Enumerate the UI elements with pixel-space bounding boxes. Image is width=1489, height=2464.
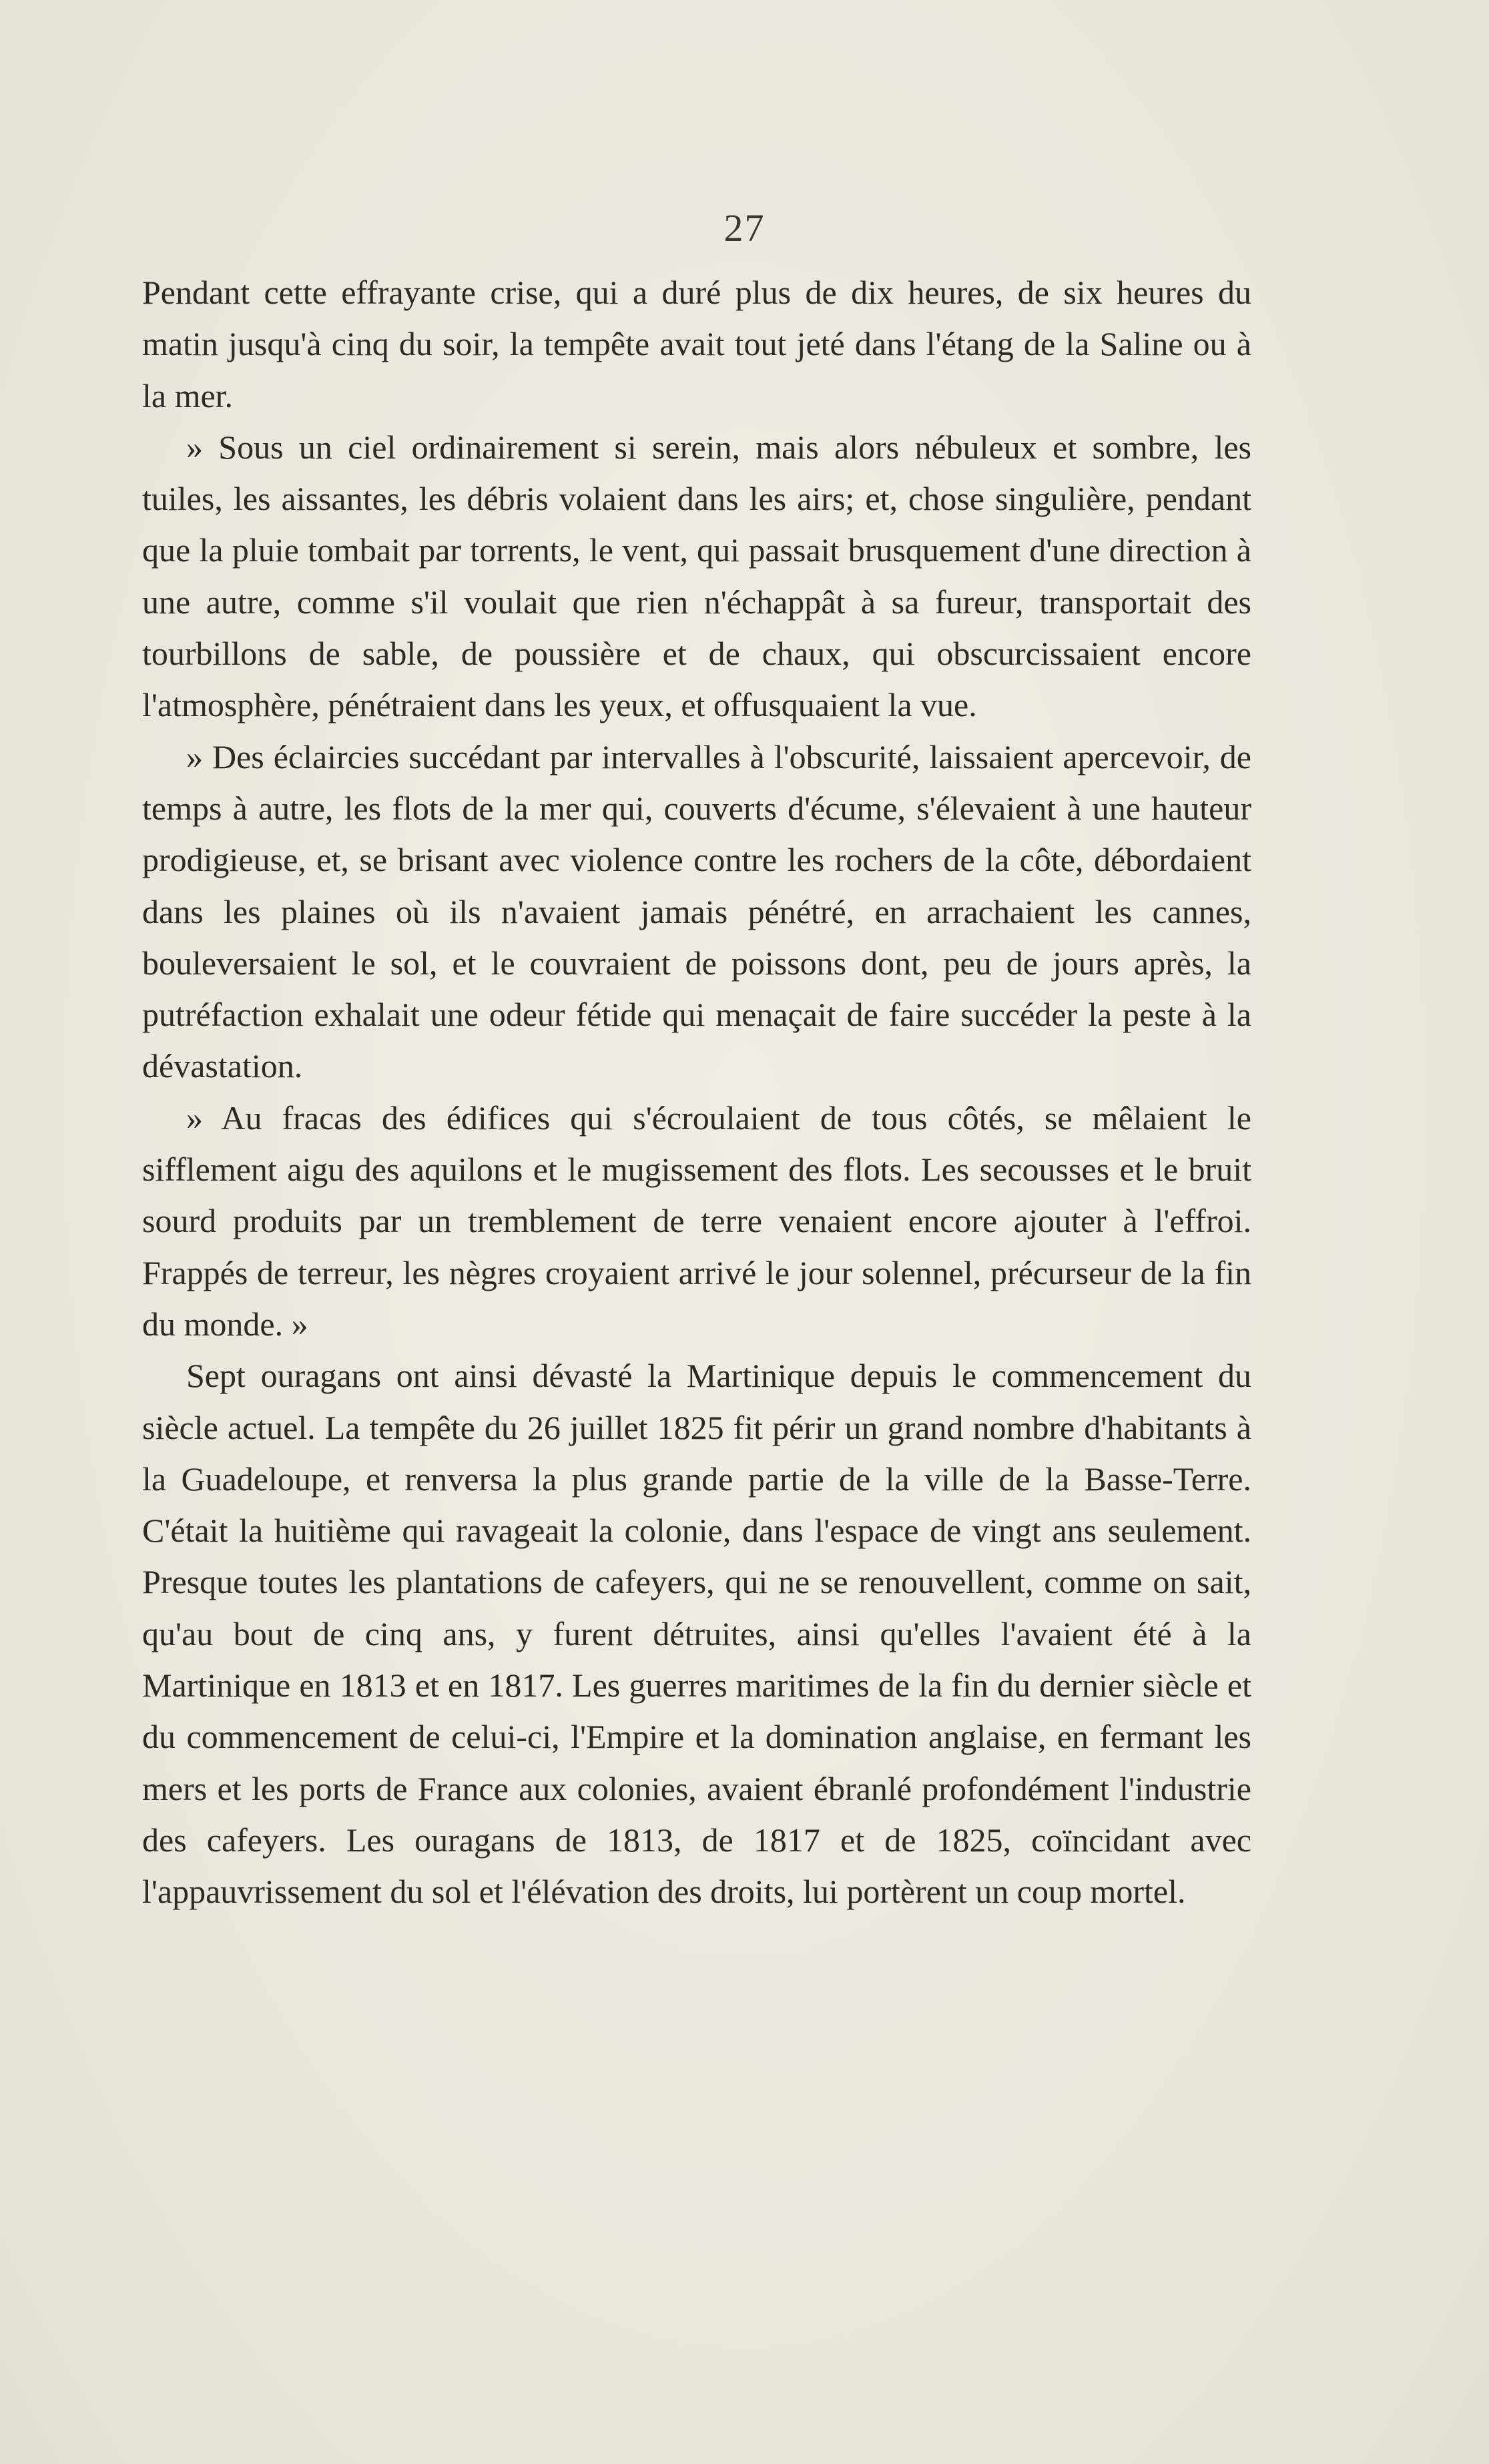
body-text <box>142 267 1251 1918</box>
paragraph-2: » Sous un ciel ordinairement si serein, mais alors nébuleux et sombre, les tuiles, les aissantes, les débris volaient dans les airs; et, chose singulière, pendant que la pluie tombait par torrents, le vent, qui passait brusquement d'une direction à une autre, comme s'il voulait que rien n'échappât à sa fureur, transportait des tourbillons de sable, de poussière et de chaux, qui obscurcissaient encore l'atmosphère, pénétraient dans les yeux, et offusquaient la vue. <box>142 428 1251 724</box>
paragraph-3: » Des éclaircies succédant par intervalles à l'obscurité, laissaient apercevoir, de temps à autre, les flots de la mer qui, couverts d'écume, s'élevaient à une hauteur prodigieuse, et, se brisant avec violence contre les rochers de la côte, débordaient dans les plaines où ils n'avaient jamais pénétré, en arrachaient les cannes, bouleversaient le sol, et le couvraient de poissons dont, peu de jours après, la putréfaction exhalait une odeur fétide qui menaçait de faire succéder la peste à la dévastation. <box>142 737 1251 1085</box>
paragraph-4: » Au fracas des édifices qui s'écroulaient de tous côtés, se mêlaient le sifflement aigu des aquilons et le mugissement des flots. Les secousses et le bruit sourd produits par un tremblement de terre venaient encore ajouter à l'effroi. Frappés de terreur, les nègres croyaient arrivé le jour solennel, précurseur de la fin du monde. » <box>142 1099 1251 1343</box>
page-number: 27 <box>723 206 766 250</box>
paragraph-1: Pendant cette effrayante crise, qui a duré plus de dix heures, de six heures du matin jusqu'à cinq du soir, la tempête avait tout jeté dans l'étang de la Saline ou à la mer. <box>142 274 1251 414</box>
paragraph-5: Sept ouragans ont ainsi dévasté la Martinique depuis le commencement du siècle actuel. La tempête du 26 juillet 1825 fit périr un grand nombre d'habitants à la Guadeloupe, et renversa la plus grande partie de la ville de la Basse-Terre. C'était la huitième qui ravageait la colonie, dans l'espace de vingt ans seulement. Presque toutes les plantations de cafeyers, qui ne se renouvellent, comme on sait, qu'au bout de cinq ans, y furent détruites, ainsi qu'elles l'avaient été à la Martinique en 1813 et en 1817. Les guerres maritimes de la fin du dernier siècle et du commencement de celui-ci, l'Empire et la domination anglaise, en fermant les mers et les ports de France aux colonies, avaient ébranlé profondément l'industrie des cafeyers. Les ouragans de 1813, de 1817 et de 1825, coïncidant avec l'appauvrissement du sol et l'élévation des droits, lui portèrent un coup mortel. <box>142 1357 1251 1911</box>
